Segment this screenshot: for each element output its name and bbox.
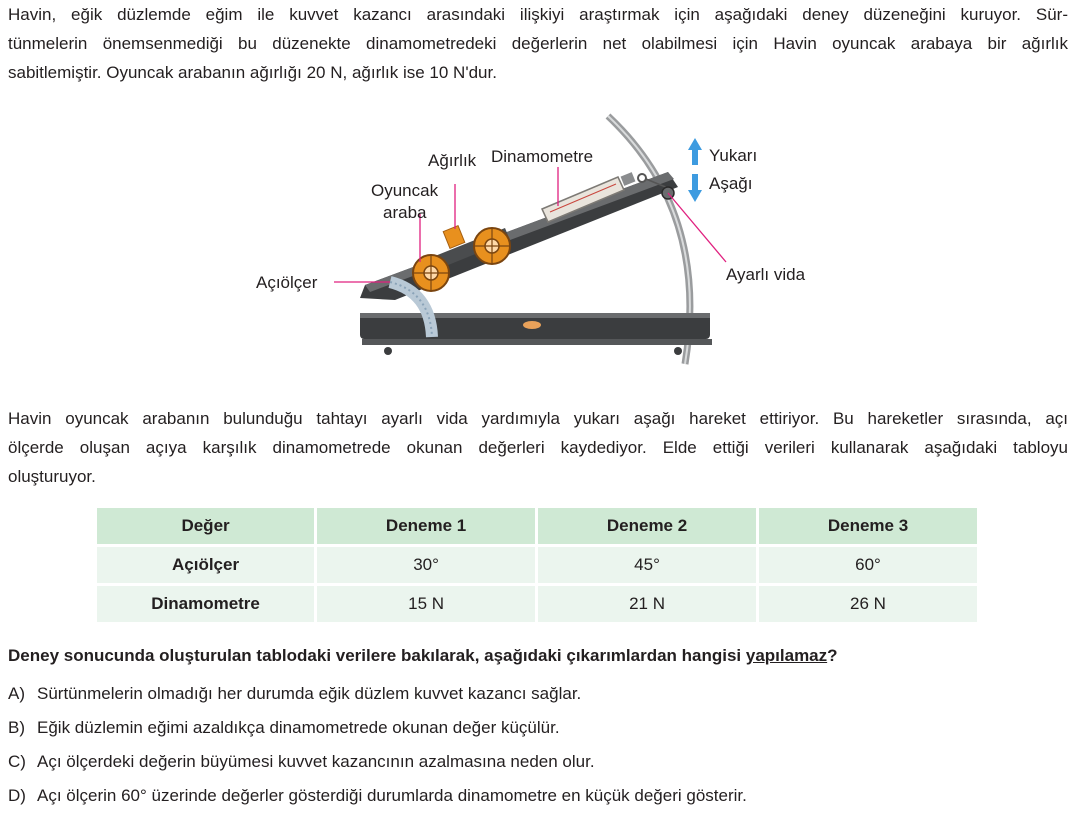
option-text: Açı ölçerin 60° üzerinde değerler gösterdiği durumlarda dinamometre en küçük değeri gösterir. xyxy=(37,786,747,805)
description-line: Havin oyuncak arabanın bulunduğu tahtayı ayarlı vida yardımıyla yukarı aşağı hareket ettiriyor. Bu hareketler sırasında, açı xyxy=(8,409,1068,428)
option-text: Sürtünmelerin olmadığı her durumda eğik düzlem kuvvet kazancı sağlar. xyxy=(37,684,582,703)
label-aciolcer: Açıölçer xyxy=(256,273,318,292)
data-table xyxy=(94,505,980,625)
question-text-before: Deney sonucunda oluşturulan tablodaki verilere bakılarak, aşağıdaki çıkarımlardan hangisi xyxy=(8,646,746,665)
description-line: ölçerde oluşan açıya karşılık dinamometrede okunan değerleri kaydediyor. Elde ettiği verileri kullanarak aşağıdaki tabloyu xyxy=(8,438,1068,457)
table-header-cell: Deneme 3 xyxy=(758,507,979,546)
toy-car-wheel-icon xyxy=(474,228,510,264)
label-araba: araba xyxy=(383,203,427,222)
table-header-cell: Deneme 2 xyxy=(537,507,758,546)
intro-paragraph xyxy=(8,0,1068,87)
option-c[interactable] xyxy=(8,749,1068,775)
inclined-plane-setup-illustration xyxy=(240,102,840,367)
experiment-figure xyxy=(240,102,840,367)
label-asagi: Aşağı xyxy=(709,174,753,193)
table-cell: 26 N xyxy=(758,585,979,624)
table-row-label: Açıölçer xyxy=(96,546,316,585)
option-b[interactable] xyxy=(8,715,1068,741)
option-key: C) xyxy=(8,752,26,771)
up-arrow-icon xyxy=(688,138,702,165)
description-paragraph xyxy=(8,404,1068,491)
table-cell: 15 N xyxy=(316,585,537,624)
option-key: A) xyxy=(8,684,25,703)
label-dinamometre: Dinamometre xyxy=(491,147,594,166)
table-cell: 45° xyxy=(537,546,758,585)
question-underlined-word: yapılamaz xyxy=(745,646,828,665)
weight-block-icon xyxy=(443,226,465,249)
table-cell: 30° xyxy=(316,546,537,585)
table-row xyxy=(96,546,979,585)
intro-line: sabitlemiştir. Oyuncak arabanın ağırlığı 20 N, ağırlık ise 10 N'dur. xyxy=(8,63,497,82)
intro-line: tünmelerin önemsenmediği bu düzenekte dinamometredeki değerlerin net olabilmesi için Havin oyuncak arabaya bir ağırlık xyxy=(8,34,1068,53)
label-ayarli-vida: Ayarlı vida xyxy=(726,265,806,284)
table-cell: 60° xyxy=(758,546,979,585)
label-agirlik: Ağırlık xyxy=(428,151,477,170)
table-row-label: Dinamometre xyxy=(96,585,316,624)
down-arrow-icon xyxy=(688,174,702,202)
label-yukari: Yukarı xyxy=(709,146,758,165)
description-line: oluşturuyor. xyxy=(8,467,96,486)
table-cell: 21 N xyxy=(537,585,758,624)
base-knob-icon xyxy=(523,321,541,329)
toy-car-wheel-icon xyxy=(413,255,449,291)
intro-line: Havin, eğik düzlemde eğim ile kuvvet kazancı arasındaki ilişkiyi araştırmak için aşağıdaki deney düzeneğini kuruyor. Sür- xyxy=(8,5,1068,24)
table-header-cell: Deneme 1 xyxy=(316,507,537,546)
option-a[interactable] xyxy=(8,681,1068,707)
option-key: B) xyxy=(8,718,25,737)
option-text: Eğik düzlemin eğimi azaldıkça dinamometrede okunan değer küçülür. xyxy=(37,718,560,737)
question-text xyxy=(8,643,1068,669)
option-d[interactable] xyxy=(8,783,1068,809)
table-row xyxy=(96,585,979,624)
table-header-row xyxy=(96,507,979,546)
option-key: D) xyxy=(8,786,26,805)
option-text: Açı ölçerdeki değerin büyümesi kuvvet kazancının azalmasına neden olur. xyxy=(37,752,595,771)
question-text-after: ? xyxy=(827,646,838,665)
table-header-cell: Değer xyxy=(96,507,316,546)
label-oyuncak: Oyuncak xyxy=(371,181,439,200)
